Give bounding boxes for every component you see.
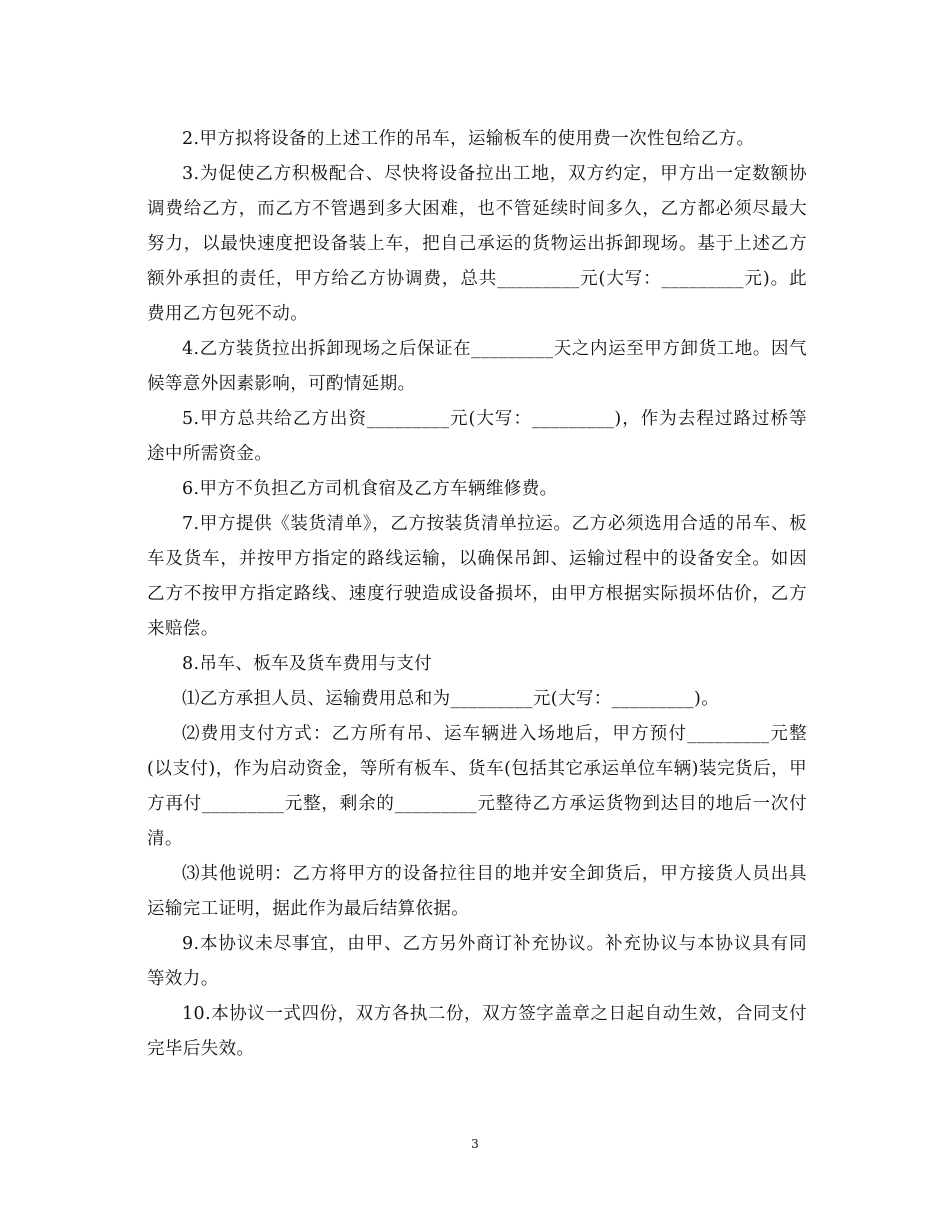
paragraph-clause-8-2: ⑵费用支付方式：乙方所有吊、运车辆进入场地后，甲方预付_________元整(以支付)，作为启动资金，等所有板车、货车(包括其它承运单位车辆)装完货后，甲方再付_________元整，剩余的_________元整待乙方承运货物到达目的地后一次付清。 [147, 724, 807, 849]
paragraph-clause-5: 5.甲方总共给乙方出资_________元(大写：_________)，作为去程过路过桥等途中所需资金。 [147, 409, 807, 464]
paragraph-clause-2: 2.甲方拟将设备的上述工作的吊车，运输板车的使用费一次性包给乙方。 [182, 129, 755, 149]
paragraph-clause-4: 4.乙方装货拉出拆卸现场之后保证在_________天之内运至甲方卸货工地。因气候等意外因素影响，可酌情延期。 [147, 339, 807, 394]
paragraph-clause-8-1: ⑴乙方承担人员、运输费用总和为_________元(大写：_________)。 [182, 689, 720, 709]
document-body [147, 122, 807, 1067]
paragraph-clause-9: 9.本协议未尽事宜，由甲、乙方另外商订补充协议。补充协议与本协议具有同等效力。 [147, 934, 807, 989]
paragraph-clause-8: 8.吊车、板车及货车费用与支付 [182, 654, 433, 674]
paragraph-clause-8-3: ⑶其他说明：乙方将甲方的设备拉往目的地并安全卸货后，甲方接货人员出具运输完工证明，据此作为最后结算依据。 [147, 864, 807, 919]
page-number: 3 [471, 1137, 479, 1151]
paragraph-clause-3: 3.为促使乙方积极配合、尽快将设备拉出工地，双方约定，甲方出一定数额协调费给乙方，而乙方不管遇到多大困难，也不管延续时间多久，乙方都必须尽最大努力，以最快速度把设备装上车，把自己承运的货物运出拆卸现场。基于上述乙方额外承担的责任，甲方给乙方协调费，总共_________元(大写：_________元)。此费用乙方包死不动。 [147, 164, 807, 324]
paragraph-clause-7: 7.甲方提供《装货清单》，乙方按装货清单拉运。乙方必须选用合适的吊车、板车及货车，并按甲方指定的路线运输，以确保吊卸、运输过程中的设备安全。如因乙方不按甲方指定路线、速度行驶造成设备损坏，由甲方根据实际损坏估价，乙方来赔偿。 [147, 514, 807, 639]
paragraph-clause-6: 6.甲方不负担乙方司机食宿及乙方车辆维修费。 [182, 479, 558, 499]
paragraph-clause-10: 10.本协议一式四份，双方各执二份，双方签字盖章之日起自动生效，合同支付完毕后失效。 [147, 1004, 807, 1059]
